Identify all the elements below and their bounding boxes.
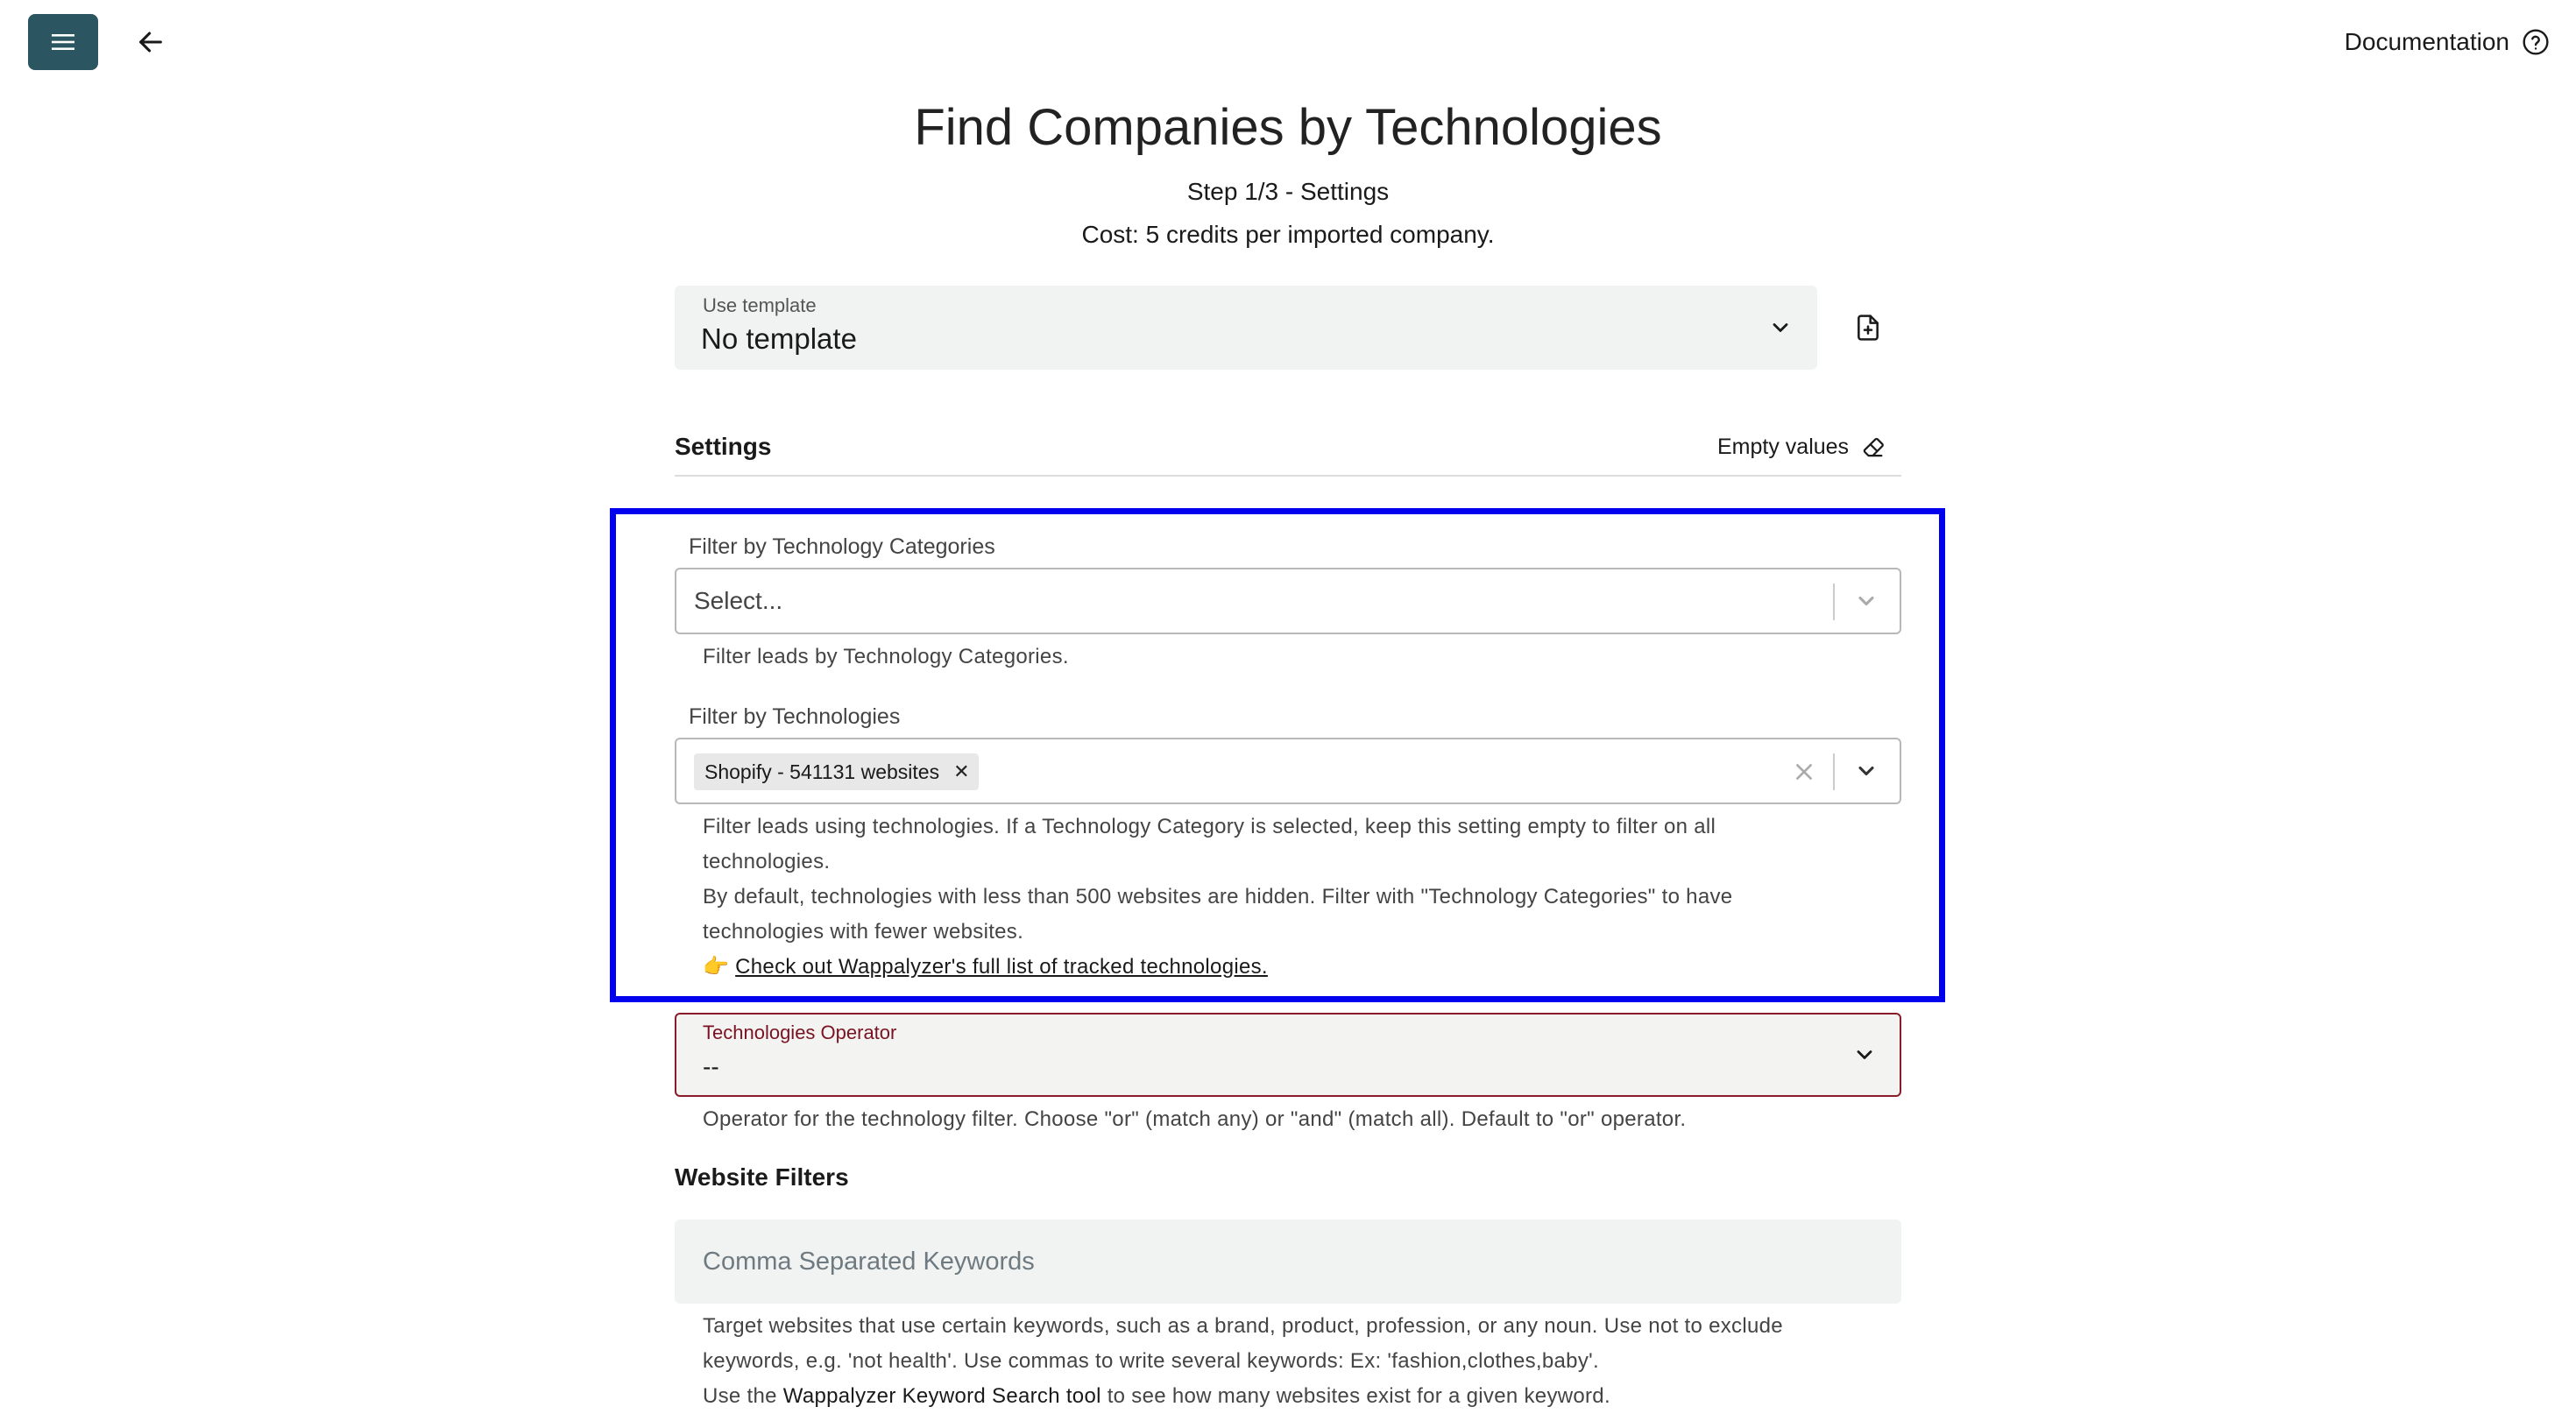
technologies-help-line: technologies with fewer websites. (703, 920, 1024, 944)
template-select[interactable] (675, 286, 1817, 370)
technologies-help (703, 810, 1894, 985)
chevron-down-icon[interactable] (1854, 759, 1879, 783)
hamburger-icon (50, 32, 76, 53)
operator-value: -- (703, 1053, 719, 1080)
tech-categories-label: Filter by Technology Categories (689, 534, 995, 559)
chevron-down-icon (1852, 1043, 1877, 1067)
operator-help: Operator for the technology filter. Choose "or" (match any) or "and" (match all). Default to "or" operator. (703, 1107, 1687, 1131)
close-icon[interactable] (1793, 760, 1815, 783)
settings-title: Settings (675, 433, 772, 460)
technology-chip (694, 753, 979, 790)
keywords-help-line: keywords, e.g. 'not health'. Use commas to write several keywords: Ex: 'fashion,clothes,baby'. (703, 1349, 1599, 1373)
documentation-link[interactable] (2345, 21, 2550, 63)
tech-categories-help: Filter leads by Technology Categories. (703, 645, 1069, 668)
select-separator (1833, 753, 1835, 790)
select-separator (1833, 583, 1835, 620)
template-label: Use template (703, 294, 817, 316)
technologies-help-line: By default, technologies with less than 500 websites are hidden. Filter with "Technology Categories" to have (703, 885, 1733, 908)
keywords-help-line: Target websites that use certain keywords, such as a brand, product, profession, or any noun. Use not to exclude (703, 1314, 1783, 1338)
keywords-help-suffix: to see how many websites exist for a given keyword. (1100, 1384, 1610, 1408)
technologies-help-link-row (703, 950, 1894, 985)
website-filters-title: Website Filters (675, 1163, 849, 1191)
keywords-input[interactable] (675, 1220, 1901, 1304)
empty-values-button[interactable] (1717, 435, 1886, 460)
chevron-down-icon (1768, 315, 1793, 340)
menu-button[interactable] (28, 14, 98, 70)
technologies-help-line: Filter leads using technologies. If a Technology Category is selected, keep this setting empty to filter on all (703, 815, 1716, 838)
chevron-down-icon[interactable] (1854, 589, 1879, 613)
tech-categories-select[interactable] (675, 568, 1901, 634)
keywords-help-line (703, 1379, 1894, 1414)
wappalyzer-technologies-link[interactable]: Check out Wappalyzer's full list of tracked technologies. (735, 955, 1268, 979)
pointing-hand-icon: 👉 (703, 955, 730, 979)
eraser-icon (1861, 435, 1886, 460)
documentation-label: Documentation (2344, 28, 2509, 55)
file-plus-icon (1854, 313, 1882, 343)
settings-divider (675, 475, 1901, 477)
empty-values-label: Empty values (1717, 435, 1850, 459)
cost-text: Cost: 5 credits per imported company. (1081, 221, 1495, 248)
step-indicator: Step 1/3 - Settings (1186, 178, 1390, 205)
help-circle-icon (2522, 28, 2550, 56)
technologies-label: Filter by Technologies (689, 704, 901, 729)
keywords-help (703, 1309, 1894, 1414)
technologies-operator-select[interactable] (675, 1013, 1901, 1097)
template-value: No template (701, 322, 857, 355)
keywords-help-prefix: Use the (703, 1384, 783, 1408)
technologies-help-line: technologies. (703, 850, 831, 873)
new-template-button[interactable] (1849, 308, 1887, 347)
keyword-search-tool-link[interactable]: Wappalyzer Keyword Search tool (782, 1384, 1101, 1408)
tech-categories-placeholder: Select... (694, 587, 783, 614)
back-button[interactable] (130, 21, 172, 63)
chip-remove-icon[interactable]: ✕ (953, 760, 970, 782)
page-title: Find Companies by Technologies (914, 99, 1662, 156)
operator-label: Technologies Operator (703, 1022, 897, 1043)
technology-chip-label: Shopify - 541131 websites (704, 760, 940, 783)
arrow-left-icon (136, 27, 166, 57)
technologies-select[interactable] (675, 738, 1901, 804)
